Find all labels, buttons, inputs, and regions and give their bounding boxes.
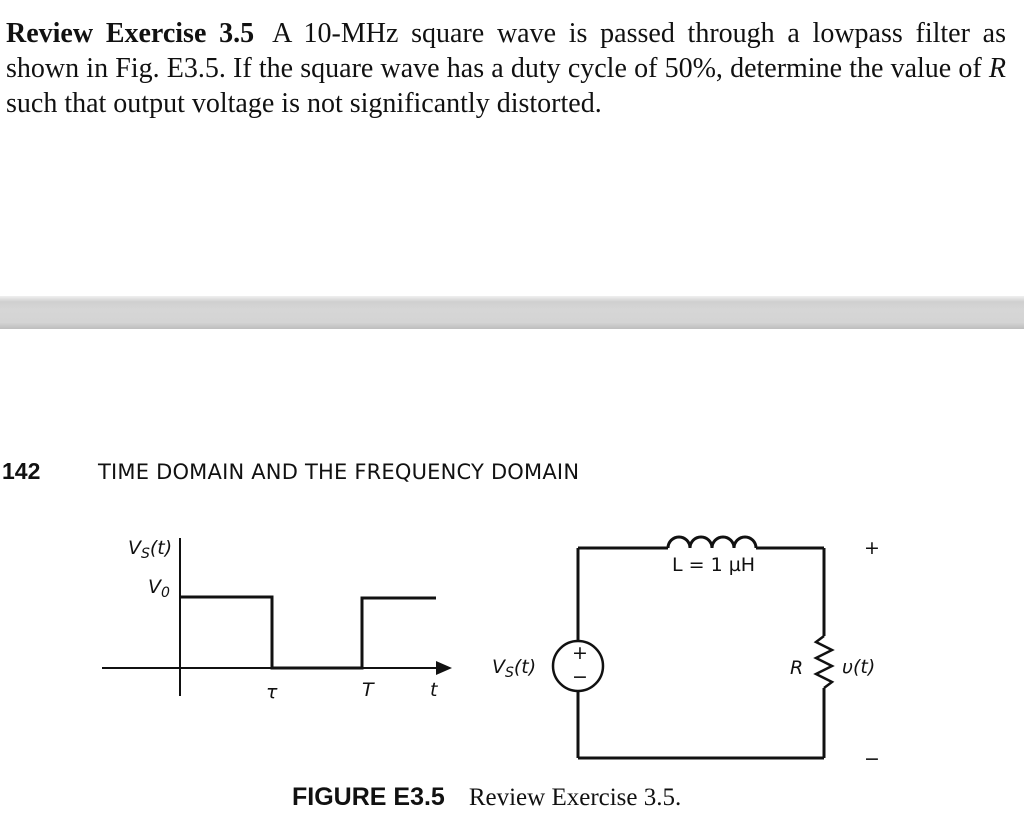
figure-caption — [292, 783, 681, 812]
waveform-level-label: $V_0$ — [148, 576, 170, 601]
resistance-variable: R — [988, 53, 1006, 84]
waveform-y-label: $V_S(t)$ — [128, 537, 173, 562]
tau-label: τ — [266, 681, 278, 703]
time-axis-arrowhead — [436, 661, 452, 675]
running-head: TIME DOMAIN AND THE FREQUENCY DOMAIN — [98, 460, 580, 484]
output-voltage-label: υ(t) — [842, 656, 876, 678]
time-label: t — [430, 679, 438, 701]
figure-e3-5 — [0, 520, 1024, 790]
resistor-symbol — [816, 636, 832, 688]
exercise-statement — [6, 16, 1006, 121]
page-break-divider — [0, 296, 1024, 329]
inductor-label: L = 1 µH — [672, 554, 756, 576]
square-wave-plot — [102, 538, 452, 696]
source-plus-sign: + — [572, 642, 588, 664]
source-label: $V_S(t)$ — [492, 656, 537, 681]
exercise-label: Review Exercise 3.5 — [6, 18, 255, 49]
exercise-text-part-2: such that output voltage is not significantly distorted. — [6, 88, 602, 119]
page-number: 142 — [2, 458, 41, 484]
output-plus-sign: + — [864, 537, 880, 559]
exercise-text-part-1: A 10-MHz square wave is passed through a lowpass filter as shown in Fig. E3.5. If the square wave has a duty cycle of 50%, determine the value of — [6, 18, 1006, 84]
figure-caption-text: Review Exercise 3.5. — [468, 784, 682, 811]
resistor-label: R — [790, 657, 804, 679]
square-wave-trace — [180, 597, 436, 668]
inductor-coil — [668, 537, 756, 548]
source-minus-sign: − — [572, 666, 588, 688]
period-label: T — [362, 679, 374, 701]
output-minus-sign: − — [864, 748, 880, 770]
figure-label: FIGURE E3.5 — [292, 783, 445, 811]
